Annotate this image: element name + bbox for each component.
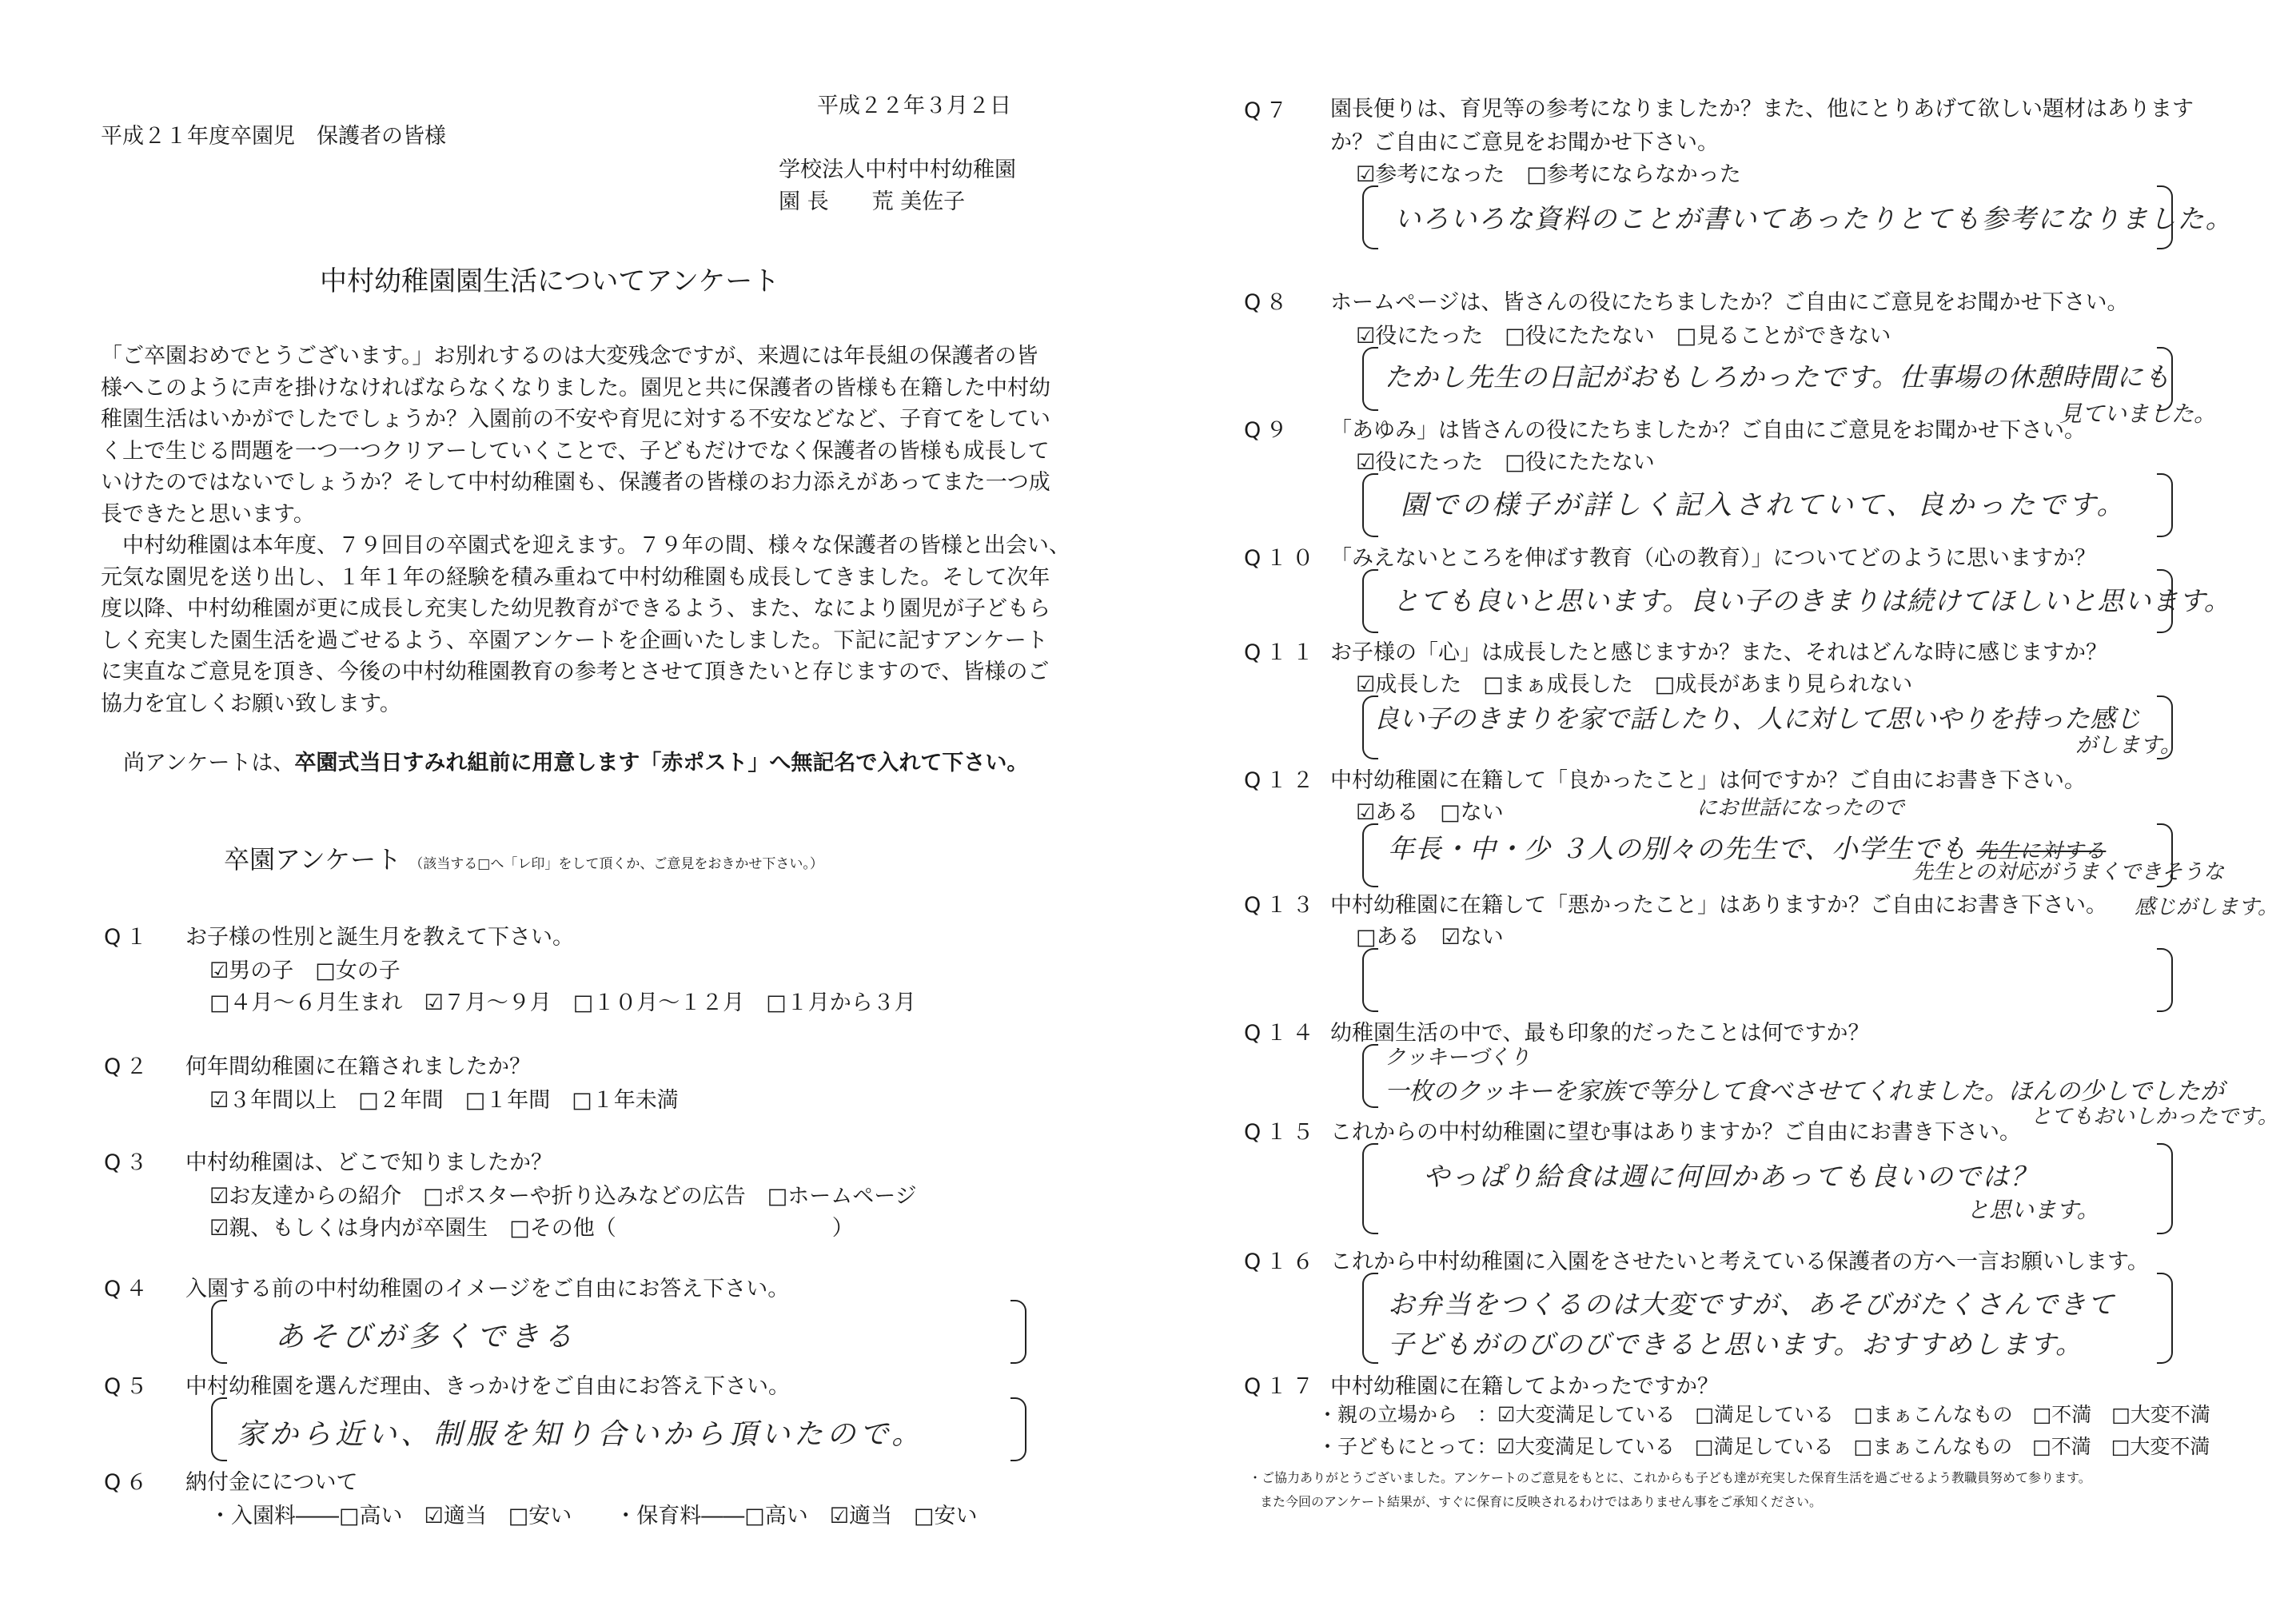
principal: 園 長 荒 美佐子 xyxy=(779,189,966,214)
q15-bracket-left xyxy=(1362,1143,1378,1234)
q5-text: 中村幼稚園を選んだ理由、きっかけをご自由にお答え下さい。 xyxy=(185,1374,790,1399)
q11-answer-cont[interactable]: がします。 xyxy=(2075,733,2182,758)
q3-options-row2[interactable]: ☑親、もしくは身内が卒園生 □その他（ ） xyxy=(209,1216,854,1241)
q11-number: Q１１ xyxy=(1244,640,1319,665)
q15-number: Q１５ xyxy=(1244,1120,1319,1145)
q12-answer-cont2[interactable]: 感じがします。 xyxy=(2135,895,2278,919)
q17-text: 中村幼稚園に在籍してよかったですか？ xyxy=(1330,1374,1719,1399)
q14-answer[interactable]: 一枚のクッキーを家族で等分して食べさせてくれました。ほんの少しでしたが xyxy=(1385,1078,2224,1106)
q8-text: ホームページは、皆さんの役にたちましたか？ご自由にご意見をお聞かせ下さい。 xyxy=(1330,290,2129,315)
q8-options[interactable]: ☑役にたった □役にたたない □見ることができない xyxy=(1356,324,1891,349)
intro-line: 様へこのように声を掛けなければならなくなりました。園児と共に保護者の皆様も在籍した中村幼 xyxy=(101,375,1050,401)
q12-answer-cont[interactable]: 先生との対応がうまくできそうな xyxy=(1912,860,2225,884)
q10-bracket-left xyxy=(1362,569,1378,633)
q12-bracket-left xyxy=(1362,823,1378,887)
q5-answer[interactable]: 家から近い、制服を知り合いから頂いたので。 xyxy=(237,1418,925,1451)
right-page xyxy=(1148,0,2296,1618)
q9-number: Q９ xyxy=(1244,418,1293,443)
q7-text: 園長便りは、育児等の参考になりましたか？また、他にとりあげて欲しい題材はありますか？ご自由にご意見をお聞かせ下さい。 xyxy=(1330,97,2194,155)
q5-number: Q５ xyxy=(104,1374,153,1399)
q16-bracket-right xyxy=(2157,1273,2173,1364)
q15-bracket-right xyxy=(2157,1143,2173,1234)
note xyxy=(123,747,1028,780)
q14-answer-title[interactable]: クッキーづくり xyxy=(1385,1046,1531,1070)
q15-answer[interactable]: やっぱり給食は週に何回かあっても良いのでは？ xyxy=(1423,1161,2039,1192)
q13-bracket-right xyxy=(2157,948,2173,1012)
q12-options[interactable]: ☑ある □ない xyxy=(1356,800,1504,825)
q7-answer[interactable]: いろいろな資料のことが書いてあったりとても参考になりました。 xyxy=(1394,203,2234,234)
q6-number: Q６ xyxy=(104,1470,153,1495)
q4-text: 入園する前の中村幼稚園のイメージをご自由にお答え下さい。 xyxy=(185,1277,790,1301)
q7-options[interactable]: ☑参考になった □参考にならなかった xyxy=(1356,162,1741,187)
intro-line: 度以降、中村幼稚園が更に成長し充実した幼児教育ができるよう、また、なにより園児が子どもら xyxy=(101,596,1050,621)
q4-answer[interactable]: あそびが多くできる xyxy=(275,1321,578,1353)
q2-text: 何年間幼稚園に在籍されましたか？ xyxy=(185,1054,531,1079)
q2-options[interactable]: ☑３年間以上 □２年間 □１年間 □１年未満 xyxy=(209,1088,679,1113)
q6-options[interactable]: ・入園料――□高い ☑適当 □安い ・保育料――□高い ☑適当 □安い xyxy=(209,1504,978,1528)
q13-options[interactable]: □ある ☑ない xyxy=(1356,925,1504,950)
q3-text: 中村幼稚園は、どこで知りましたか？ xyxy=(185,1150,552,1175)
page-title: 中村幼稚園園生活についてアンケート xyxy=(320,265,780,297)
q1-options-gender[interactable]: ☑男の子 □女の子 xyxy=(209,958,401,983)
q12-answer-main: 年長・中・少 ３人の別々の先生で、小学生でも xyxy=(1388,833,1967,864)
intro-paragraph xyxy=(101,341,1070,719)
q4-number: Q４ xyxy=(104,1277,153,1301)
note-prefix: 尚アンケートは、 xyxy=(123,751,295,775)
q3-options-row1[interactable]: ☑お友達からの紹介 □ポスターや折り込みなどの広告 □ホームページ xyxy=(209,1184,917,1209)
q13-bracket-left xyxy=(1362,948,1378,1012)
footer-line-1: ・ご協力ありがとうございました。アンケートのご意見をもとに、これからも子ども達が充実した保育生活を過ごせるよう教職員努めて参ります。 xyxy=(1249,1470,2091,1485)
survey-hint: （該当する□へ「レ印」をして頂くか、ご意見をおきかせ下さい。） xyxy=(409,856,823,872)
q1-text: お子様の性別と誕生月を教えて下さい。 xyxy=(185,925,574,950)
q10-number: Q１０ xyxy=(1244,546,1319,571)
q8-answer-cont[interactable]: 見ていました。 xyxy=(2059,401,2217,427)
q14-bracket-left xyxy=(1362,1044,1378,1108)
q12-answer-struck: 先生に対する xyxy=(1976,839,2107,863)
q9-answer[interactable]: 園での様子が詳しく記入されていて、良かったです。 xyxy=(1401,489,2127,521)
q16-text: これから中村幼稚園に入園をさせたいと考えている保護者の方へ一言お願いします。 xyxy=(1330,1249,2149,1274)
q9-options[interactable]: ☑役にたった □役にたたない xyxy=(1356,450,1655,475)
survey-title-text: 卒園アンケート xyxy=(224,844,402,875)
addressee: 平成２１年度卒園児 保護者の皆様 xyxy=(101,124,446,149)
intro-line: に実直なご意見を頂き、今後の中村幼稚園教育の参考とさせて頂きたいと存じますので、皆様のご xyxy=(101,660,1050,684)
q17-number: Q１７ xyxy=(1244,1374,1319,1399)
q5-bracket-right xyxy=(1010,1397,1026,1461)
q14-answer-cont[interactable]: とてもおいしかったです。 xyxy=(2031,1105,2278,1129)
intro-line: く上で生じる問題を一つ一つクリアーしていくことで、子どもだけでなく保護者の皆様も成長して xyxy=(101,438,1050,464)
q16-answer[interactable]: お弁当をつくるのは大変ですが、あそびがたくさんできて xyxy=(1388,1289,2115,1320)
q2-number: Q２ xyxy=(104,1054,153,1079)
q3-number: Q３ xyxy=(104,1150,153,1175)
q9-text: 「あゆみ」は皆さんの役にたちましたか？ご自由にご意見をお聞かせ下さい。 xyxy=(1330,418,2086,443)
q16-answer-cont[interactable]: 子どもがのびのびできると思います。おすすめします。 xyxy=(1388,1329,2084,1360)
q16-number: Q１６ xyxy=(1244,1249,1319,1274)
q9-bracket-right xyxy=(2157,473,2173,537)
q4-bracket-right xyxy=(1010,1300,1026,1364)
q15-answer-cont[interactable]: と思います。 xyxy=(1967,1197,2099,1223)
date: 平成２２年３月２日 xyxy=(817,94,1011,118)
intro-line: 稚園生活はいかがでしたでしょうか？入園前の不安や育児に対する不安などなど、子育てをしてい xyxy=(101,407,1050,432)
intro-line: いけたのではないでしょうか？そして中村幼稚園も、保護者の皆様のお力添えがあってまた一つ成 xyxy=(101,470,1050,495)
q10-text: 「みえないところを伸ばす教育（心の教育）」についてどのように思いますか？ xyxy=(1330,546,2096,571)
q14-number: Q１４ xyxy=(1244,1021,1319,1046)
q12-number: Q１２ xyxy=(1244,768,1319,793)
q9-bracket-left xyxy=(1362,473,1378,537)
q16-bracket-left xyxy=(1362,1273,1378,1364)
intro-line: 中村幼稚園は本年度、７９回目の卒園式を迎えます。７９年の間、様々な保護者の皆様と出会い、 xyxy=(101,533,1070,558)
intro-line: 長できたと思います。 xyxy=(101,501,315,527)
q13-number: Q１３ xyxy=(1244,893,1319,918)
q10-answer[interactable]: とても良いと思います。良い子のきまりは続けてほしいと思います。 xyxy=(1393,585,2231,616)
q4-bracket-left xyxy=(211,1300,227,1364)
footer-line-2: また今回のアンケート結果が、すぐに保育に反映されるわけではありません事をご承知ください。 xyxy=(1260,1494,1823,1509)
intro-line: 「ご卒園おめでとうございます。」お別れするのは大変残念ですが、来週には年長組の保護者の皆 xyxy=(101,344,1038,369)
q11-options[interactable]: ☑成長した □まぁ成長した □成長があまり見られない xyxy=(1356,672,1913,697)
school-name: 学校法人中村中村幼稚園 xyxy=(779,157,1016,182)
q8-answer[interactable]: たかし先生の日記がおもしろかったです。仕事場の休憩時間にも xyxy=(1385,361,2171,393)
q11-answer[interactable]: 良い子のきまりを家で話したり、人に対して思いやりを持った感じ xyxy=(1373,703,2142,734)
q7-bracket-left xyxy=(1362,185,1378,249)
q1-options-month[interactable]: □４月～６月生まれ ☑７月～９月 □１０月～１２月 □１月から３月 xyxy=(209,990,916,1015)
q8-number: Q８ xyxy=(1244,290,1293,315)
intro-line: 協力を宜しくお願い致します。 xyxy=(101,691,401,716)
q17-options-child[interactable]: ・子どもにとって：☑大変満足している □満足している □まぁこんなもの □不満 □大変不満 xyxy=(1317,1435,2210,1458)
q14-text: 幼稚園生活の中で、最も印象的だったことは何ですか？ xyxy=(1330,1021,1870,1046)
q7-number: Q７ xyxy=(1244,98,1293,123)
q12-insert[interactable]: にお世話になったので xyxy=(1696,796,1905,820)
q6-text: 納付金にについて xyxy=(185,1470,358,1495)
q8-bracket-left xyxy=(1362,347,1378,411)
note-bold: 卒園式当日すみれ組前に用意します「赤ポスト」へ無記名で入れて下さい。 xyxy=(294,751,1029,775)
q11-text: お子様の「心」は成長したと感じますか？また、それはどんな時に感じますか？ xyxy=(1330,640,2107,665)
q17-options-parent[interactable]: ・親の立場から ：☑大変満足している □満足している □まぁこんなもの □不満 □大変不満 xyxy=(1317,1403,2210,1426)
q12-text: 中村幼稚園に在籍して「良かったこと」は何ですか？ご自由にお書き下さい。 xyxy=(1330,768,2086,793)
survey-title xyxy=(224,839,823,876)
q5-bracket-left xyxy=(211,1397,227,1461)
q1-number: Q１ xyxy=(104,925,153,950)
intro-line: しく充実した園生活を過ごせるよう、卒園アンケートを企画いたしました。下記に記すアンケート xyxy=(101,628,1048,653)
intro-line: 元気な園児を送り出し、１年１年の経験を積み重ねて中村幼稚園も成長してきました。そして次年 xyxy=(101,564,1050,590)
q13-text: 中村幼稚園に在籍して「悪かったこと」はありますか？ご自由にお書き下さい。 xyxy=(1330,893,2107,918)
q15-text: これからの中村幼稚園に望む事はありますか？ご自由にお書き下さい。 xyxy=(1330,1120,2021,1145)
